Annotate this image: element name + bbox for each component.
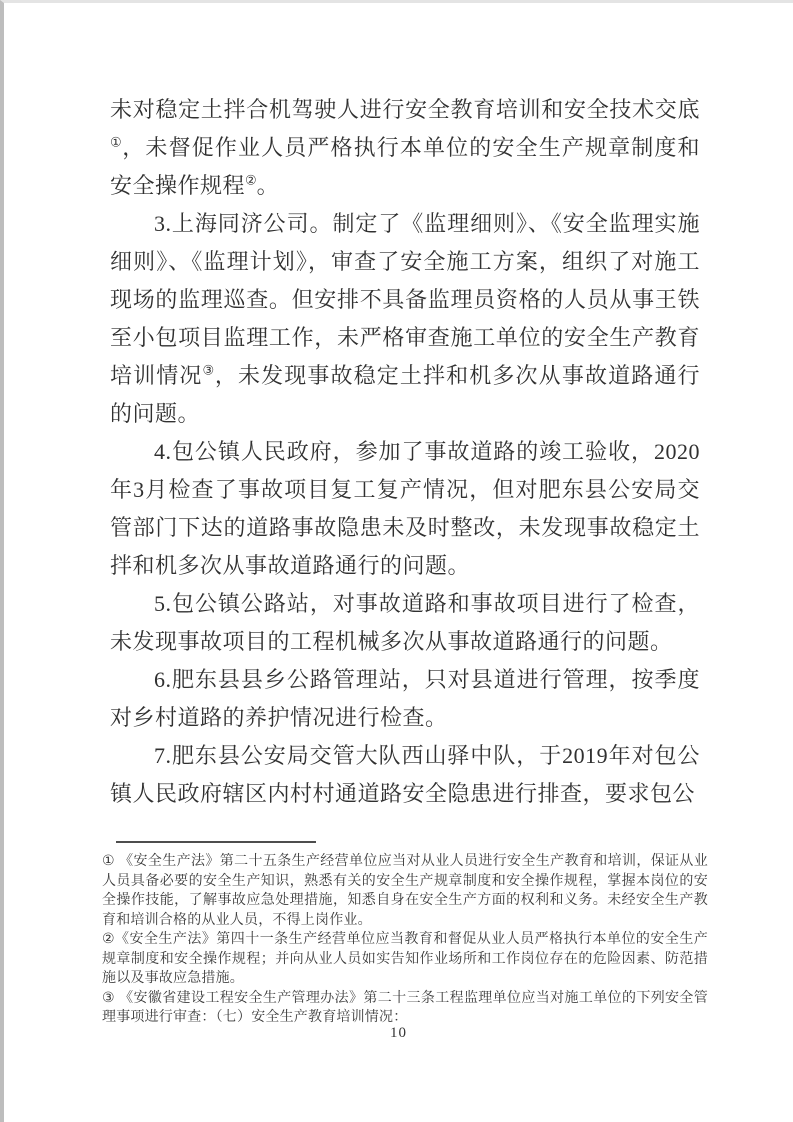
footnote-reference: ②	[245, 172, 257, 188]
body-paragraph: 4.包公镇人民政府，参加了事故道路的竣工验收，2020年3月检查了事故项目复工复产情况，但对肥东县公安局交管部门下达的道路事故隐患未及时整改，未发现事故稳定土拌和机多次从事故道路通行的问题。	[110, 439, 700, 578]
footnote-reference: ①	[110, 134, 123, 150]
footnotes	[102, 851, 708, 1027]
body-paragraph: 6.肥东县县乡公路管理站，只对县道进行管理，按季度对乡村道路的养护情况进行检查。	[110, 667, 700, 730]
body-paragraph: 7.肥东县公安局交管大队西山驿中队，于2019年对包公镇人民政府辖区内村村通道路安全隐患进行排查，要求包公	[110, 743, 700, 806]
body-paragraph: 5.包公镇公路站，对事故道路和事故项目进行了检查，未发现事故项目的工程机械多次从事故道路通行的问题。	[110, 591, 700, 654]
document-body	[110, 91, 700, 813]
body-paragraph: 3.上海同济公司。制定了《监理细则》、《安全监理实施细则》、《监理计划》，审查了安全施工方案，组织了对施工现场的监理巡查。但安排不具备监理员资格的人员从事王铁至小包项目监理工作，未严格审查施工单位的安全生产教育培训情况③，未发现事故稳定土拌和机多次从事故道路通行的问题。	[110, 211, 700, 426]
footnote-item: ②《安全生产法》第四十一条生产经营单位应当教育和督促从业人员严格执行本单位的安全生产规章制度和安全操作规程；并向从业人员如实告知作业场所和工作岗位存在的危险因素、防范措施以及事故应急措施。	[102, 930, 708, 985]
body-paragraph: 未对稳定土拌合机驾驶人进行安全教育培训和安全技术交底①，未督促作业人员严格执行本单位的安全生产规章制度和安全操作规程②。	[110, 97, 700, 198]
footnote-item: ① 《安全生产法》第二十五条生产经营单位应当对从业人员进行安全生产教育和培训，保证从业人员具备必要的安全生产知识，熟悉有关的安全生产规章制度和安全操作规程，掌握本岗位的安全操作技能，了解事故应急处理措施，知悉自身在安全生产方面的权利和义务。未经安全生产教育和培训合格的从业人员，不得上岗作业。	[102, 852, 708, 927]
footnote-item: ③ 《安徽省建设工程安全生产管理办法》第二十三条工程监理单位应当对施工单位的下列安全管理事项进行审查：（七）安全生产教育培训情况：	[102, 988, 708, 1024]
footnote-separator	[116, 841, 316, 843]
page-number: 10	[390, 1025, 407, 1041]
footnote-reference: ③	[202, 362, 215, 378]
